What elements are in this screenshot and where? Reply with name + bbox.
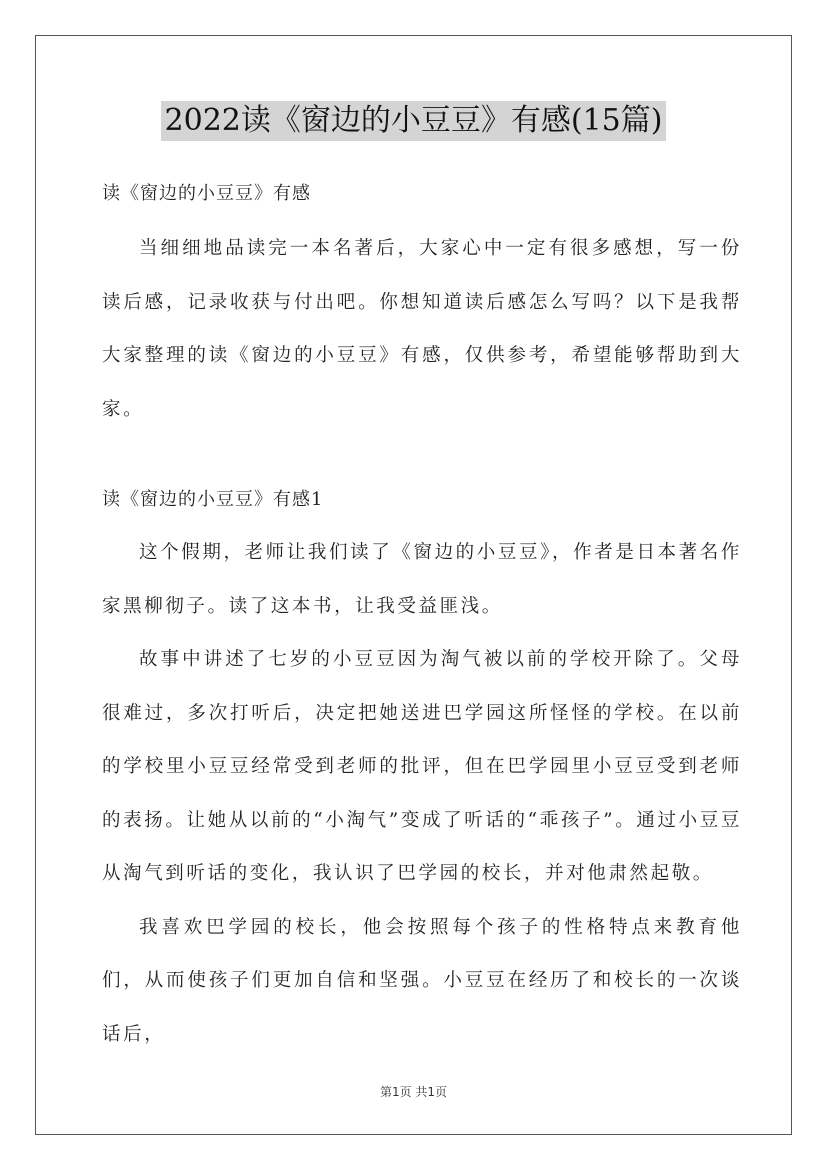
section1-paragraph-2: 故事中讲述了七岁的小豆豆因为淘气被以前的学校开除了。父母很难过，多次打听后，决定把她送进巴学园这所怪怪的学校。在以前的学校里小豆豆经常受到老师的批评，但在巴学园里小豆豆受到老师的表扬。让她从以前的“小淘气”变成了听话的“乖孩子”。通过小豆豆从淘气到听话的变化，我认识了巴学园的校长，并对他肃然起敬。	[102, 649, 742, 884]
section1-paragraph-1: 这个假期，老师让我们读了《窗边的小豆豆》，作者是日本著名作家黑柳彻子。读了这本书，让我受益匪浅。	[102, 542, 742, 617]
title-wrap	[0, 101, 827, 141]
page-footer: 第1页 共1页	[379, 1085, 448, 1099]
document-body	[102, 172, 742, 1061]
intro-heading: 读《窗边的小豆豆》有感	[102, 183, 311, 204]
section1-paragraph-3: 我喜欢巴学园的校长，他会按照每个孩子的性格特点来教育他们，从而使孩子们更加自信和坚强。小豆豆在经历了和校长的一次谈话后，	[102, 916, 742, 1045]
intro-paragraph: 当细细地品读完一本名著后，大家心中一定有很多感想，写一份读后感，记录收获与付出吧。你想知道读后感怎么写吗？以下是我帮大家整理的读《窗边的小豆豆》有感，仅供参考，希望能够帮助到大家。	[102, 238, 742, 420]
section1-heading: 读《窗边的小豆豆》有感1	[102, 489, 324, 510]
document-title: 2022读《窗边的小豆豆》有感(15篇)	[161, 101, 667, 141]
section-gap	[102, 436, 742, 478]
